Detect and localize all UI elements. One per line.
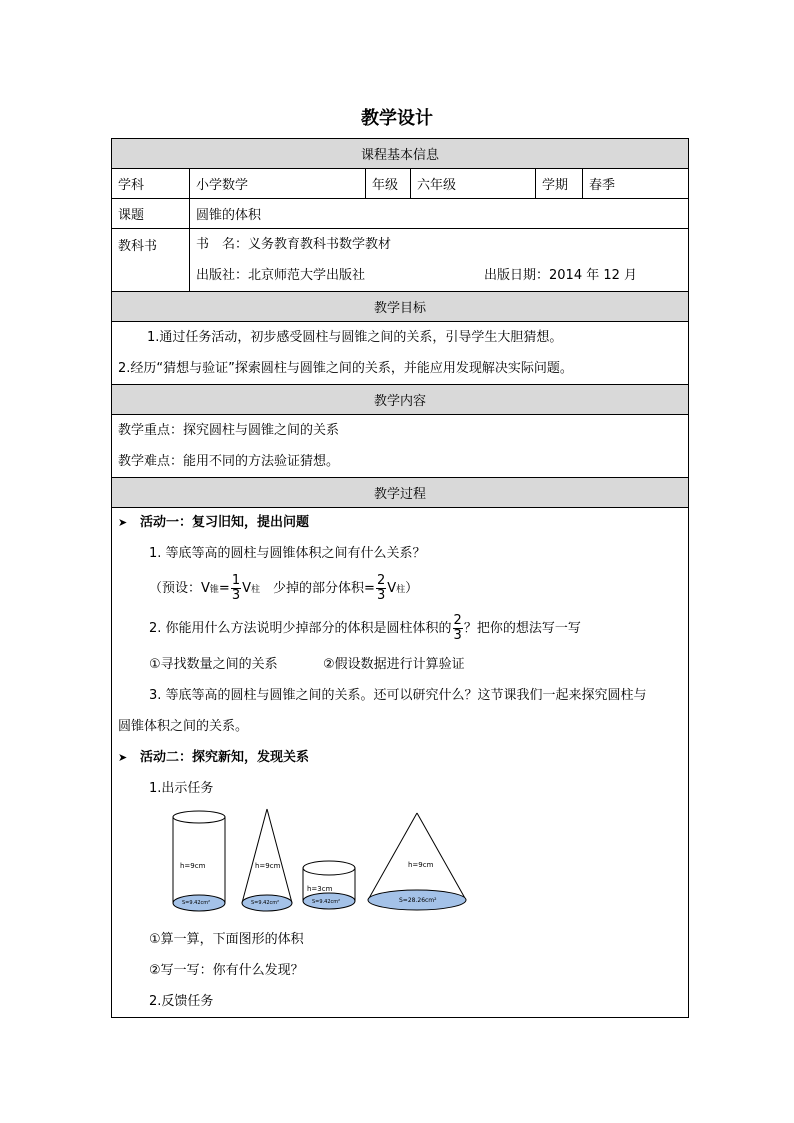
section-basic-info: 课程基本信息 (112, 139, 689, 169)
section-content: 教学内容 (112, 385, 689, 415)
fraction-one-third (231, 574, 241, 603)
goal-item: 1.通过任务活动，初步感受圆柱与圆锥之间的关系，引导学生大胆猜想。 (147, 330, 563, 345)
page-title: 教学设计 (361, 108, 433, 129)
activity1-heading (112, 508, 688, 538)
publish-date: 出版日期：2014 年 12 月 (484, 268, 638, 283)
process-cell (112, 508, 689, 1018)
difficult-point: 教学难点：能用不同的方法验证猜想。 (118, 454, 340, 469)
arrow-icon: ➤ (118, 516, 128, 529)
textbook-info (190, 229, 689, 292)
frac-num: 2 (453, 613, 462, 628)
step-2: ②写一写：你有什么发现？ (149, 963, 304, 978)
short-cylinder-height: h=3cm (307, 885, 333, 893)
formula-v: V (387, 581, 397, 596)
term-value: 春季 (583, 169, 689, 199)
q2-text-end: ？把你的想法写一写 (463, 621, 581, 636)
textbook-label: 教科书 (112, 229, 190, 292)
question-2 (112, 609, 688, 649)
topic-value: 圆锥的体积 (190, 199, 689, 229)
fraction-two-thirds (453, 614, 463, 643)
shapes-figure (112, 804, 688, 924)
grade-label: 年级 (366, 169, 411, 199)
formula-v: V (242, 581, 252, 596)
key-point: 教学重点：探究圆柱与圆锥之间的关系 (118, 423, 340, 438)
cylinder-top (173, 811, 225, 823)
activity2-heading (112, 742, 688, 773)
frac-num: 2 (376, 573, 386, 588)
frac-den: 3 (453, 628, 462, 643)
large-cone-height: h=9cm (408, 861, 434, 869)
section-process: 教学过程 (112, 478, 689, 508)
content-cell (112, 415, 689, 478)
preset-formula (112, 569, 688, 609)
cone-subscript: 锥 (209, 585, 219, 595)
question-3: 3. 等底等高的圆柱与圆锥之间的关系。还可以研究什么？这节课我们一起来探究圆柱与 (149, 688, 647, 703)
publisher-line (196, 260, 682, 291)
question-3-cont: 圆锥体积之间的关系。 (118, 719, 249, 734)
methods-line (112, 649, 688, 680)
fraction-two-thirds (376, 574, 386, 603)
large-cone-area: S=28.26cm² (399, 897, 437, 904)
frac-den: 3 (231, 588, 241, 603)
subject-value: 小学数学 (190, 169, 366, 199)
cylinder-height: h=9cm (180, 862, 206, 870)
book-name-line (196, 229, 682, 260)
term-label: 学期 (536, 169, 583, 199)
missing-text: 少掉的部分体积= (260, 581, 375, 596)
activity2-title: 活动二：探究新知，发现关系 (140, 750, 310, 765)
frac-num: 1 (231, 573, 241, 588)
step-1: ①算一算，下面图形的体积 (149, 932, 304, 947)
publisher: 出版社：北京师范大学出版社 (196, 268, 366, 283)
feedback-heading: 2.反馈任务 (149, 994, 214, 1009)
question-1: 1. 等底等高的圆柱与圆锥体积之间有什么关系？ (149, 546, 426, 561)
goal-item: 2.经历“猜想与验证”探索圆柱与圆锥之间的关系，并能应用发现解决实际问题。 (118, 361, 573, 376)
method-2: ②假设数据进行计算验证 (323, 657, 465, 672)
formula-close: ） (405, 581, 419, 596)
lesson-plan-table (111, 138, 689, 1018)
grade-value: 六年级 (411, 169, 536, 199)
short-cylinder-top (303, 861, 355, 875)
cylinder-area: S=9.42cm² (182, 900, 211, 906)
book-name: 义务教育教科书数学教材 (248, 237, 392, 252)
q2-text: 2. 你能用什么方法说明少掉部分的体积是圆柱体积的 (149, 621, 452, 636)
column-subscript: 柱 (251, 585, 261, 595)
short-cylinder-area: S=9.42cm² (312, 899, 341, 905)
arrow-icon: ➤ (118, 751, 128, 764)
method-1: ①寻找数量之间的关系 (149, 657, 278, 672)
goals-cell (112, 322, 689, 385)
task-heading: 1.出示任务 (149, 781, 214, 796)
cone-height: h=9cm (255, 862, 281, 870)
formula-eq: = (218, 581, 230, 596)
book-name-label: 书 名： (196, 237, 249, 252)
topic-label: 课题 (112, 199, 190, 229)
formula-text: （预设：V (149, 581, 210, 596)
activity1-title: 活动一：复习旧知，提出问题 (140, 515, 310, 530)
frac-den: 3 (376, 588, 386, 603)
section-goals: 教学目标 (112, 292, 689, 322)
column-subscript: 柱 (396, 585, 406, 595)
subject-label: 学科 (112, 169, 190, 199)
cone-area: S=9.42cm² (251, 900, 280, 906)
